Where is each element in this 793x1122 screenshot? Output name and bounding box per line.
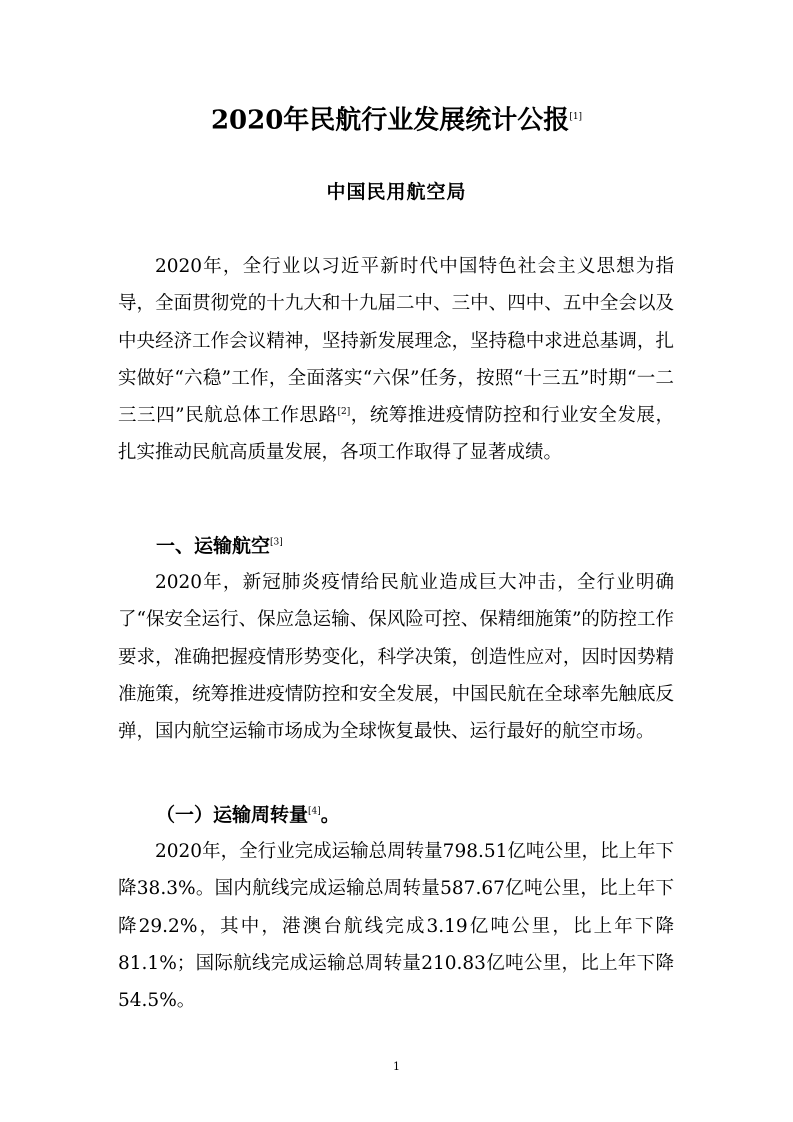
title-text: 2020年民航行业发展统计公报 bbox=[210, 105, 570, 136]
section-heading-text: 一、运输航空 bbox=[156, 535, 271, 557]
subsection-heading-text: （一）运输周转量 bbox=[156, 804, 309, 826]
subsection-heading-suffix: 。 bbox=[320, 804, 340, 826]
document-author: 中国民用航空局 bbox=[326, 181, 467, 203]
section-footnote-ref[interactable]: [3] bbox=[270, 537, 283, 548]
page-number: 1 bbox=[393, 1060, 400, 1073]
subsection-paragraph-turnover: 2020年，全行业完成运输总周转量798.51亿吨公里，比上年下降38.3%。国内航线完成运输总周转量587.67亿吨公里，比上年下降29.2%，其中，港澳台航线完成3.19亿吨公里，比上年下降81.1%；国际航线完成运输总周转量210.83亿吨公里，比上年下降54.5%。 bbox=[118, 841, 674, 1012]
intro-text-part2: ，统筹推进疫情防控和行业安全发展，扎实推动民航高质量发展，各项工作取得了显著成绩。 bbox=[118, 405, 674, 464]
document-title bbox=[0, 100, 793, 138]
title-footnote-ref[interactable]: [1] bbox=[569, 112, 583, 122]
subsection-footnote-ref[interactable]: [4] bbox=[308, 806, 321, 817]
section-paragraph-transport: 2020年，新冠肺炎疫情给民航业造成巨大冲击，全行业明确了“保安全运行、保应急运输、保风险可控、保精细施策”的防控工作要求，准确把握疫情形势变化，科学决策，创造性应对，因时因势精准施策，统筹推进疫情防控和安全发展，中国民航在全球率先触底反弹，国内航空运输市场成为全球恢复最快、运行最好的航空市场。 bbox=[118, 572, 674, 743]
intro-text-part1: 2020年，全行业以习近平新时代中国特色社会主义思想为指导，全面贯彻党的十九大和十九届二中、三中、四中、五中全会以及中央经济工作会议精神，坚持新发展理念，坚持稳中求进总基调，扎实做好“六稳”工作，全面落实“六保”任务，按照“十三五”时期“一二三三四”民航总体工作思路 bbox=[118, 256, 674, 427]
intro-footnote-ref[interactable]: [2] bbox=[337, 407, 351, 418]
section-heading-transport bbox=[118, 532, 674, 560]
intro-paragraph bbox=[118, 248, 674, 472]
subsection-heading-turnover bbox=[118, 801, 674, 829]
